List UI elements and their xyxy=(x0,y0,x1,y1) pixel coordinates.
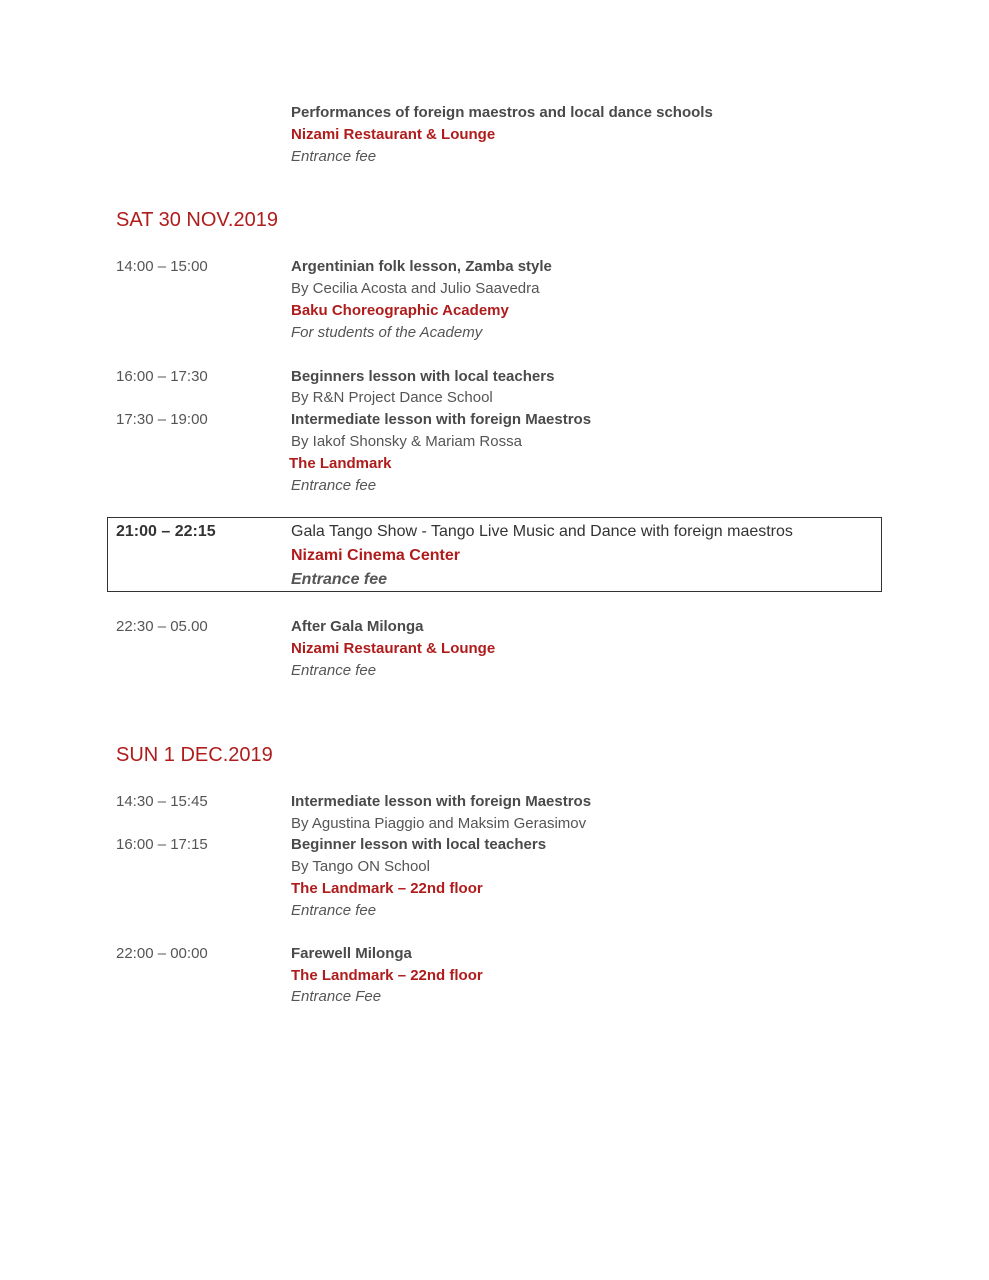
event-instructors: By Tango ON School xyxy=(291,858,430,875)
event-time: 14:00 – 15:00 xyxy=(116,258,208,275)
gala-title: Gala Tango Show - Tango Live Music and Dance with foreign maestros xyxy=(291,523,793,540)
gala-fee: Entrance fee xyxy=(291,571,388,588)
event-instructors: By Iakof Shonsky & Mariam Rossa xyxy=(291,433,522,450)
event-fee: Entrance fee xyxy=(291,148,377,165)
event-note: For students of the Academy xyxy=(291,324,483,341)
event-title: Performances of foreign maestros and local dance schools xyxy=(291,104,713,121)
gala-time: 21:00 – 22:15 xyxy=(116,523,216,540)
event-title: Argentinian folk lesson, Zamba style xyxy=(291,258,552,275)
event-venue: Nizami Restaurant & Lounge xyxy=(291,640,496,657)
event-fee: Entrance Fee xyxy=(291,988,382,1005)
event-instructors: By Cecilia Acosta and Julio Saavedra xyxy=(291,280,540,297)
event-time: 14:30 – 15:45 xyxy=(116,793,208,810)
event-time: 17:30 – 19:00 xyxy=(116,411,208,428)
event-time: 16:00 – 17:30 xyxy=(116,368,208,385)
event-time: 22:00 – 00:00 xyxy=(116,945,208,962)
event-venue: The Landmark – 22nd floor xyxy=(291,967,483,984)
event-fee: Entrance fee xyxy=(291,477,377,494)
gala-venue: Nizami Cinema Center xyxy=(291,547,460,564)
event-venue: Nizami Restaurant & Lounge xyxy=(291,126,496,143)
event-time: 22:30 – 05.00 xyxy=(116,618,208,635)
day-heading-sat: SAT 30 NOV.2019 xyxy=(116,209,278,231)
event-venue: The Landmark xyxy=(289,455,392,472)
event-title: Beginner lesson with local teachers xyxy=(291,836,547,853)
day-heading-sun: SUN 1 DEC.2019 xyxy=(116,744,273,766)
event-title: After Gala Milonga xyxy=(291,618,424,635)
event-title: Intermediate lesson with foreign Maestros xyxy=(291,793,592,810)
event-title: Intermediate lesson with foreign Maestros xyxy=(291,411,592,428)
event-instructors: By Agustina Piaggio and Maksim Gerasimov xyxy=(291,815,587,832)
event-title: Farewell Milonga xyxy=(291,945,412,962)
event-fee: Entrance fee xyxy=(291,902,377,919)
event-title: Beginners lesson with local teachers xyxy=(291,368,555,385)
event-fee: Entrance fee xyxy=(291,662,377,679)
event-instructors: By R&N Project Dance School xyxy=(291,389,493,406)
event-time: 16:00 – 17:15 xyxy=(116,836,208,853)
event-venue: Baku Choreographic Academy xyxy=(291,302,509,319)
event-venue: The Landmark – 22nd floor xyxy=(291,880,483,897)
